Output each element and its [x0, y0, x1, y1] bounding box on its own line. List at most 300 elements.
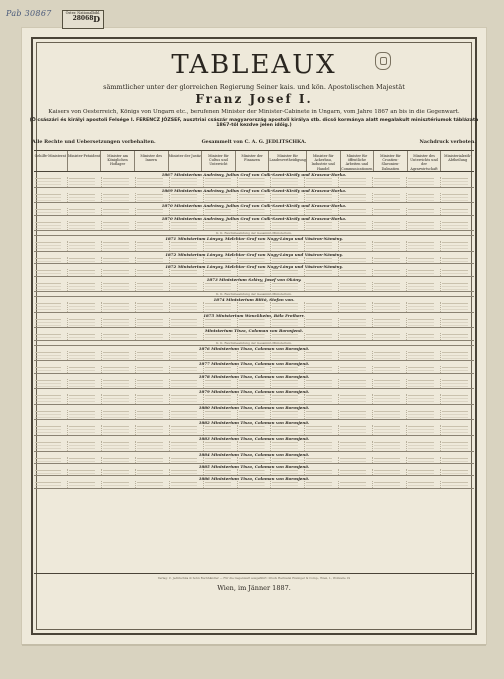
column-header: Minister des Unterrichts und der Agrarwirtschaft — [408, 151, 442, 171]
table-cell — [407, 302, 441, 312]
table-cell — [34, 333, 68, 339]
stamp-number: 28068 — [72, 15, 94, 22]
table-cell — [441, 379, 474, 389]
table-cell — [305, 193, 339, 203]
table-cell — [271, 221, 305, 231]
table-cell — [170, 241, 204, 251]
ministry-title: 1877 Ministerium Tisza, Coloman von Borosjenő. — [198, 361, 310, 367]
ministry-title: 1872 Ministerium Lónyay, Melchior Graf von Nagy-Lónya und Vásáros-Námény. — [165, 251, 343, 257]
crest-icon — [375, 52, 391, 70]
table-cell — [136, 302, 170, 312]
table-cell — [271, 481, 305, 487]
table-cell — [34, 193, 68, 203]
table-cell — [305, 441, 339, 451]
table-cell — [238, 333, 272, 339]
ministry-block — [34, 452, 474, 464]
table-cell — [170, 379, 204, 389]
table-cell — [441, 481, 474, 487]
table-cell — [339, 318, 373, 328]
table-cell — [271, 282, 305, 292]
table-cell — [34, 241, 68, 251]
ministry-note: K. K. Reichsbeamtung der Gesammt-Ministerium. — [34, 292, 474, 297]
table-cell — [102, 481, 136, 487]
table-cell — [68, 257, 102, 263]
table-cell — [373, 282, 407, 292]
table-cell — [441, 318, 474, 328]
table-cell — [204, 379, 238, 389]
table-cell — [238, 257, 272, 263]
table-cell — [204, 441, 238, 451]
document-title: TABLEAUX — [171, 50, 337, 80]
ministry-title: 1874 Ministerium Bittó, Stefan von. — [213, 297, 295, 303]
table-cell — [373, 457, 407, 463]
table-cell — [68, 193, 102, 203]
table-cell — [271, 441, 305, 451]
ministry-title: 1886 Ministerium Tisza, Coloman von Borosjenő. — [198, 476, 310, 482]
ministry-title: 1878 Ministerium Tisza, Coloman von Borosjenő. — [198, 373, 310, 379]
table-cell — [68, 425, 102, 435]
table-cell — [407, 257, 441, 263]
ministry-title: 1883 Ministerium Tisza, Coloman von Borosjenő. — [198, 436, 310, 442]
table-cell — [102, 318, 136, 328]
table-cell — [373, 241, 407, 251]
table-cell — [204, 282, 238, 292]
table-cell — [204, 241, 238, 251]
table-cell — [373, 318, 407, 328]
rights-row — [32, 138, 476, 147]
table-cell — [373, 425, 407, 435]
table-cell — [271, 177, 305, 187]
table-cell — [238, 302, 272, 312]
table-cell — [238, 351, 272, 361]
table-cell — [68, 333, 102, 339]
ministry-title: 1873 Ministerium Szlávy, Josef von Okány. — [206, 276, 302, 282]
table-cell — [136, 333, 170, 339]
table-cell — [170, 302, 204, 312]
table-cell — [102, 257, 136, 263]
table-cell — [373, 177, 407, 187]
ministry-row — [34, 425, 474, 435]
table-cell — [136, 457, 170, 463]
table-cell — [305, 481, 339, 487]
table-cell — [407, 208, 441, 214]
table-body — [34, 172, 474, 489]
table-cell — [34, 394, 68, 404]
column-header: Gehilfe-Ministerat — [34, 151, 68, 171]
ministry-title: 1885 Ministerium Tisza, Coloman von Borosjenő. — [198, 464, 310, 470]
ministry-title: 1875 Ministerium Wenckheim, Béla Freiherr. — [203, 312, 305, 318]
table-cell — [271, 302, 305, 312]
table-cell — [102, 177, 136, 187]
table-cell — [34, 221, 68, 231]
column-header: Minister der Finanzen — [236, 151, 270, 171]
table-cell — [441, 269, 474, 275]
table-cell — [238, 208, 272, 214]
table-cell — [204, 481, 238, 487]
table-cell — [170, 351, 204, 361]
table-cell — [339, 333, 373, 339]
table-cell — [238, 457, 272, 463]
table-cell — [68, 282, 102, 292]
ministry-row — [34, 333, 474, 339]
ministry-block — [34, 464, 474, 476]
table-cell — [305, 410, 339, 420]
ministry-row — [34, 441, 474, 451]
table-cell — [305, 241, 339, 251]
ministry-row — [34, 351, 474, 361]
ministry-row — [34, 469, 474, 475]
ministry-block — [34, 313, 474, 329]
table-cell — [136, 177, 170, 187]
table-cell — [271, 193, 305, 203]
table-cell — [441, 241, 474, 251]
table-cell — [238, 481, 272, 487]
table-cell — [238, 282, 272, 292]
ministry-title: 1872 Ministerium Lónyay, Melchior Graf von Nagy-Lónya und Vásáros-Námény. — [165, 264, 343, 270]
table-cell — [305, 257, 339, 263]
table-cell — [34, 282, 68, 292]
table-cell — [441, 208, 474, 214]
table-cell — [170, 193, 204, 203]
table-cell — [102, 457, 136, 463]
table-cell — [339, 257, 373, 263]
library-stamp — [62, 10, 104, 29]
ministry-row — [34, 410, 474, 420]
ministry-title: 1867 Ministerium Andrássy, Julius Graf von Csik-Szent-Király und Kraszna-Horka. — [161, 172, 347, 177]
table-cell — [136, 469, 170, 475]
table-cell — [34, 177, 68, 187]
table-cell — [34, 441, 68, 451]
table-cell — [102, 241, 136, 251]
table-cell — [373, 410, 407, 420]
table-cell — [373, 208, 407, 214]
ministry-row — [34, 208, 474, 214]
table-cell — [441, 257, 474, 263]
page-edge — [22, 644, 486, 646]
ministry-block — [34, 172, 474, 188]
table-cell — [407, 379, 441, 389]
table-cell — [271, 351, 305, 361]
table-cell — [204, 208, 238, 214]
table-cell — [339, 269, 373, 275]
table-cell — [271, 333, 305, 339]
table-cell — [34, 469, 68, 475]
table-cell — [441, 441, 474, 451]
table-cell — [136, 366, 170, 372]
table-cell — [68, 366, 102, 372]
table-cell — [271, 425, 305, 435]
table-cell — [407, 394, 441, 404]
table-cell — [271, 366, 305, 372]
table-cell — [34, 366, 68, 372]
table-cell — [339, 177, 373, 187]
table-cell — [305, 269, 339, 275]
ministry-note: K. K. Reichsbeamtung der Gesammt-Ministerium. — [34, 341, 474, 346]
ministry-row — [34, 481, 474, 487]
ministry-table — [34, 150, 474, 574]
table-cell — [271, 241, 305, 251]
table-cell — [68, 302, 102, 312]
table-cell — [271, 269, 305, 275]
table-cell — [68, 351, 102, 361]
table-cell — [339, 193, 373, 203]
table-cell — [136, 441, 170, 451]
ministry-block — [34, 297, 474, 313]
ministry-title: 1871 Ministerium Lónyay, Melchior Graf von Nagy-Lónya und Vásáros-Námény. — [165, 236, 343, 242]
table-cell — [68, 410, 102, 420]
ministry-title: Ministerium Tisza, Coloman von Borosjenő. — [204, 328, 304, 334]
table-cell — [170, 269, 204, 275]
table-cell — [34, 257, 68, 263]
ministry-row — [34, 457, 474, 463]
table-cell — [305, 366, 339, 372]
table-cell — [170, 366, 204, 372]
table-cell — [204, 394, 238, 404]
table-cell — [339, 441, 373, 451]
table-cell — [373, 366, 407, 372]
table-cell — [339, 208, 373, 214]
table-cell — [271, 457, 305, 463]
column-header: Minister für Croatien-Slavonien-Dalmatien — [374, 151, 408, 171]
table-cell — [407, 221, 441, 231]
table-cell — [373, 379, 407, 389]
table-headers — [34, 151, 474, 172]
table-cell — [136, 318, 170, 328]
ministry-row — [34, 193, 474, 203]
stamp-header: Öster. Nationalbibl. — [65, 11, 101, 15]
table-cell — [373, 269, 407, 275]
ministry-row — [34, 269, 474, 275]
ministry-block — [34, 203, 474, 215]
table-cell — [204, 177, 238, 187]
table-cell — [339, 457, 373, 463]
document-date: Wien, im Jänner 1887. — [217, 584, 291, 592]
table-cell — [170, 282, 204, 292]
ministry-block — [34, 328, 474, 340]
table-cell — [441, 394, 474, 404]
ministry-block — [34, 252, 474, 264]
table-cell — [271, 318, 305, 328]
table-cell — [204, 333, 238, 339]
table-cell — [441, 366, 474, 372]
table-cell — [441, 469, 474, 475]
table-cell — [170, 394, 204, 404]
table-cell — [305, 333, 339, 339]
table-cell — [441, 302, 474, 312]
table-cell — [238, 221, 272, 231]
table-cell — [204, 366, 238, 372]
table-cell — [407, 177, 441, 187]
table-cell — [407, 241, 441, 251]
table-cell — [204, 318, 238, 328]
table-cell — [373, 469, 407, 475]
table-cell — [238, 177, 272, 187]
table-cell — [170, 318, 204, 328]
table-cell — [271, 410, 305, 420]
table-cell — [136, 193, 170, 203]
table-cell — [373, 394, 407, 404]
table-cell — [68, 221, 102, 231]
ministry-block — [34, 374, 474, 390]
table-cell — [339, 469, 373, 475]
table-cell — [339, 425, 373, 435]
ministry-block — [34, 236, 474, 252]
column-header: Minister des Innern — [135, 151, 169, 171]
table-cell — [271, 379, 305, 389]
table-cell — [204, 457, 238, 463]
table-cell — [68, 469, 102, 475]
table-cell — [305, 221, 339, 231]
subtitle-line-3: Kaisers von Oesterreich, Königs von Ungarn etc., berufenen Minister der Minister-Cabinete in Ungarn, vom Jahre 1867 an bis in die Gegenwart. — [48, 109, 460, 115]
table-cell — [68, 394, 102, 404]
table-cell — [136, 379, 170, 389]
table-cell — [238, 441, 272, 451]
table-cell — [339, 302, 373, 312]
table-cell — [441, 193, 474, 203]
column-header: Minister für Ackerbau, Industrie und Handel — [307, 151, 341, 171]
table-cell — [136, 257, 170, 263]
rights-center: Gesammelt von C. A. G. JEDLITSCHKA. — [201, 139, 307, 145]
ministry-row — [34, 302, 474, 312]
ministry-row — [34, 282, 474, 292]
table-cell — [305, 318, 339, 328]
table-cell — [34, 425, 68, 435]
publisher-footer: Verlag: C. Jedlitschka & Sohn Buchhändler — Für die Gegenwart ausgeführt: Druck Hermann Ensinger & Comp., Wien, I., Wollzeile 19 — [157, 576, 351, 580]
table-cell — [102, 379, 136, 389]
table-cell — [305, 177, 339, 187]
table-cell — [204, 257, 238, 263]
ministry-title: 1879 Ministerium Tisza, Coloman von Borosjenő. — [198, 389, 310, 395]
table-cell — [441, 221, 474, 231]
table-cell — [407, 457, 441, 463]
table-cell — [170, 425, 204, 435]
subtitle-name: Franz Josef I. — [195, 92, 313, 106]
column-header: Minister für öffentliche Arbeiten und Communicationen — [341, 151, 375, 171]
table-cell — [204, 469, 238, 475]
table-cell — [305, 469, 339, 475]
table-cell — [238, 366, 272, 372]
table-cell — [271, 469, 305, 475]
table-cell — [136, 410, 170, 420]
table-cell — [373, 351, 407, 361]
table-cell — [441, 177, 474, 187]
table-cell — [136, 241, 170, 251]
handwritten-shelfmark: Pab 30867 — [6, 9, 52, 18]
ministry-row — [34, 257, 474, 263]
column-header: Minister der Justiz — [169, 151, 203, 171]
table-cell — [68, 241, 102, 251]
document-sheet — [22, 28, 486, 644]
table-cell — [170, 410, 204, 420]
table-cell — [339, 282, 373, 292]
table-cell — [339, 366, 373, 372]
table-cell — [170, 177, 204, 187]
table-cell — [136, 394, 170, 404]
table-cell — [271, 208, 305, 214]
table-cell — [68, 269, 102, 275]
table-cell — [238, 318, 272, 328]
table-cell — [102, 394, 136, 404]
table-cell — [238, 469, 272, 475]
ministry-title: 1876 Ministerium Tisza, Coloman von Borosjenő. — [198, 345, 310, 351]
table-cell — [204, 269, 238, 275]
table-cell — [238, 241, 272, 251]
table-cell — [305, 425, 339, 435]
column-header: Minister-Präsident — [68, 151, 102, 171]
table-cell — [102, 282, 136, 292]
table-cell — [102, 425, 136, 435]
table-cell — [102, 333, 136, 339]
table-cell — [407, 318, 441, 328]
table-cell — [34, 481, 68, 487]
ministry-row — [34, 379, 474, 389]
table-cell — [170, 457, 204, 463]
table-cell — [305, 457, 339, 463]
table-cell — [102, 221, 136, 231]
ministry-block — [34, 216, 474, 232]
ministry-row — [34, 241, 474, 251]
rights-left: Alle Rechte und Uebersetzungen vorbehalten. — [32, 139, 156, 145]
table-cell — [170, 257, 204, 263]
table-cell — [204, 221, 238, 231]
table-cell — [68, 481, 102, 487]
table-cell — [339, 394, 373, 404]
table-cell — [305, 394, 339, 404]
table-cell — [102, 366, 136, 372]
column-header: Minister für Cultus und Unterricht — [202, 151, 236, 171]
table-cell — [238, 425, 272, 435]
table-cell — [68, 208, 102, 214]
ministry-title: 1870 Ministerium Andrássy, Julius Graf von Csik-Szent-Király und Kraszna-Horka. — [161, 215, 347, 221]
ministry-block — [34, 405, 474, 421]
table-cell — [407, 441, 441, 451]
table-cell — [34, 351, 68, 361]
table-cell — [238, 410, 272, 420]
table-cell — [34, 208, 68, 214]
ministry-title: 1870 Ministerium Andrássy, Julius Graf von Csik-Szent-Király und Kraszna-Horka. — [161, 203, 347, 209]
column-header: Minister am Königlichen Hoflager — [101, 151, 135, 171]
table-cell — [441, 425, 474, 435]
table-cell — [68, 318, 102, 328]
table-cell — [373, 257, 407, 263]
table-cell — [34, 318, 68, 328]
table-cell — [136, 351, 170, 361]
table-cell — [136, 269, 170, 275]
ministry-row — [34, 394, 474, 404]
table-cell — [305, 208, 339, 214]
table-cell — [170, 481, 204, 487]
table-cell — [339, 351, 373, 361]
table-cell — [339, 379, 373, 389]
table-cell — [407, 269, 441, 275]
subtitle-line-4: (Ő császári és királyi apostoli Felsége I. FERENCZ JÓZSEF, ausztriai császár magyarország apostoli királya stb. dicső kormánya alatt megalakult minisztériumok táblázata 1867-től kezdve jelen időig.) — [29, 118, 479, 128]
table-cell — [204, 425, 238, 435]
table-cell — [305, 282, 339, 292]
column-header: Ministerialrath-Abtheilung — [444, 154, 472, 163]
rights-right: Nachdruck verboten. — [419, 139, 476, 145]
ministry-block — [34, 264, 474, 276]
table-cell — [407, 282, 441, 292]
table-cell — [136, 425, 170, 435]
table-cell — [373, 441, 407, 451]
table-cell — [305, 351, 339, 361]
column-header: Minister für Landesvertheidigung — [269, 151, 307, 171]
table-cell — [305, 379, 339, 389]
table-cell — [339, 241, 373, 251]
table-cell — [204, 351, 238, 361]
table-cell — [204, 410, 238, 420]
table-cell — [373, 481, 407, 487]
